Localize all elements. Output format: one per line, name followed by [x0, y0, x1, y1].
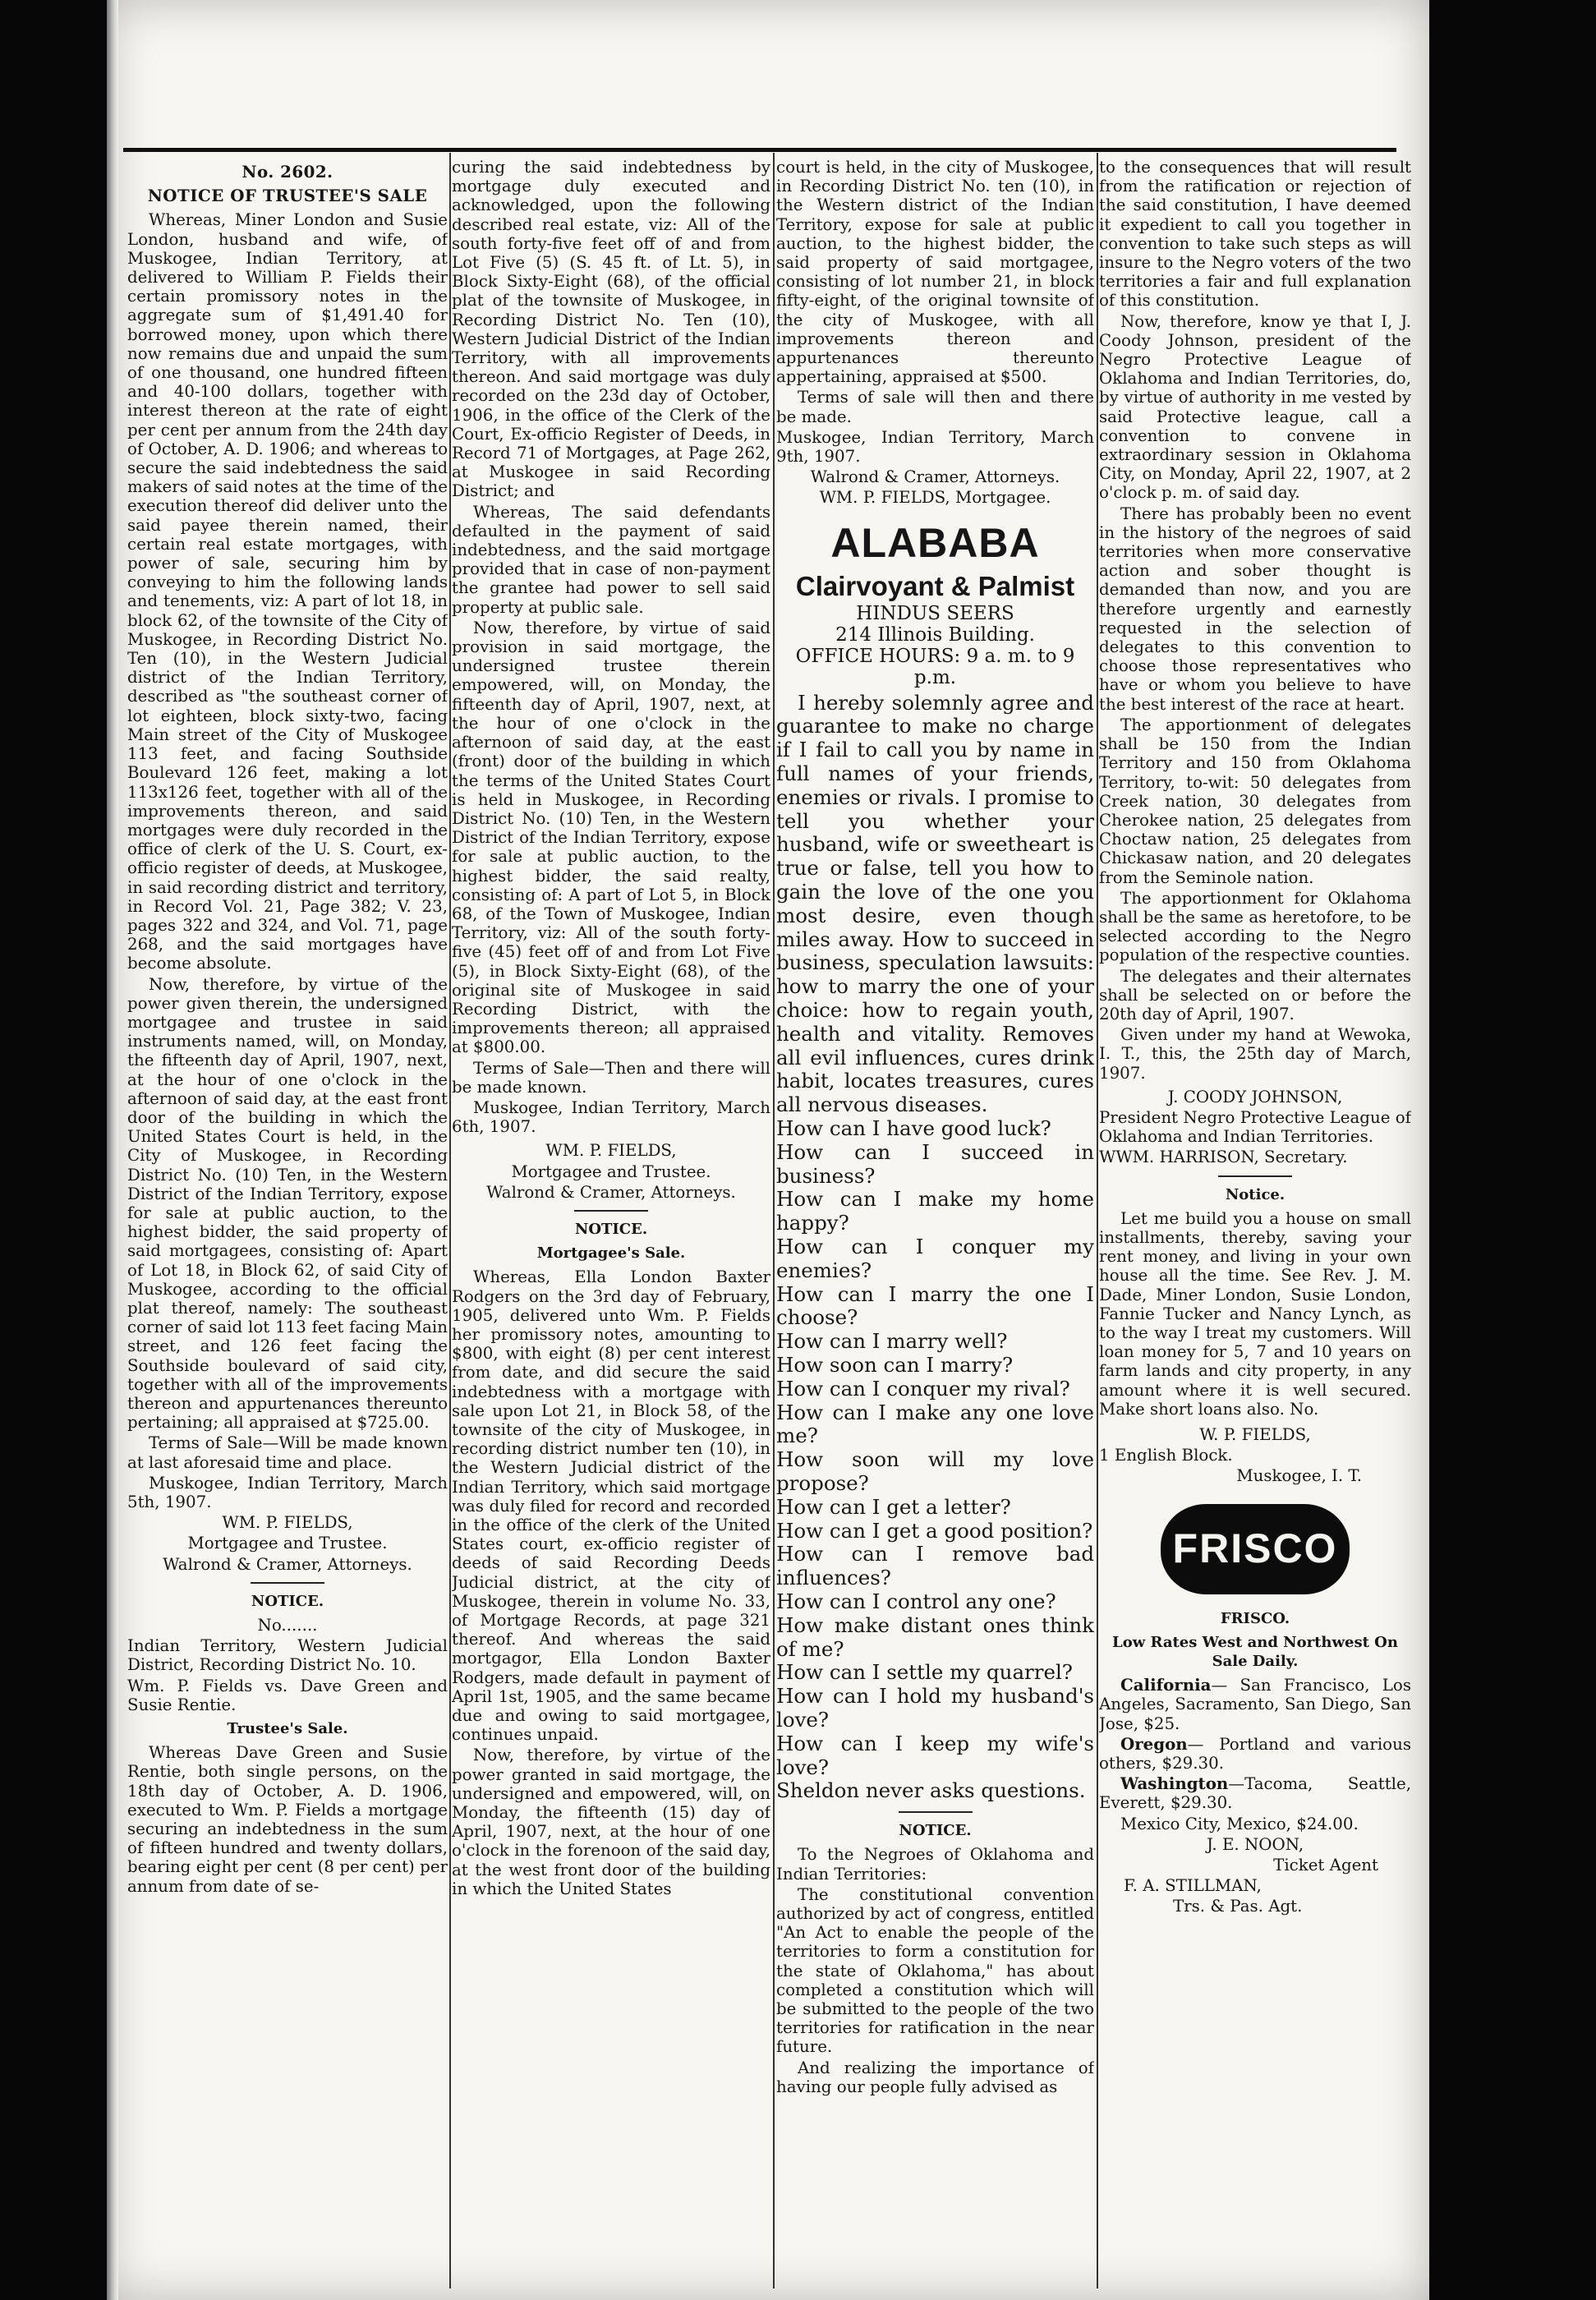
paragraph: Now, therefore, by virtue of said provision in said mortgage, the undersigned trustee therein empowered, will, on Monday, the fifteenth day of April, 1907, next, at the hour of one o'clock in the afternoon of said day, at the east (front) door of the building in which the terms of the United States Court is held in Muskogee, in Recording District No. (10) Ten, in the Western District of the Indian Territory, expose for sale at public auction, to the highest bidder, the said realty, consisting of: A part of Lot 5, in Block 68, of the Town of Muskogee, Indian Territory, viz: All of the south forty-five (45) feet off of and from Lot Five (5), in Block Sixty-Eight (68), of the original site of Muskogee in said Recording District, with the improvements thereon; all appraised at $800.00. — [452, 618, 770, 1057]
ad-question: How can I conquer my rival? — [776, 1376, 1070, 1401]
ad-question: How can I keep my wife's love? — [776, 1731, 1094, 1779]
column-4 — [1099, 158, 1411, 2285]
section-rule — [899, 1811, 973, 1813]
ad-subtitle: Clairvoyant & Palmist — [795, 570, 1075, 601]
ad-question: How can I make my home happy? — [776, 1187, 1094, 1235]
notice-heading: Notice. — [1225, 1185, 1286, 1203]
paragraph: Muskogee, Indian Territory, March 6th, 1907. — [452, 1097, 770, 1137]
column-divider-2 — [773, 153, 775, 2288]
rate-text: — San Francisco, Los Angeles, Sacramento, San Diego, San Jose, $25. — [1099, 1676, 1411, 1733]
paragraph: Whereas, The said defendants defaulted in the payment of said indebtedness, and the said mortgage provided that in case of non-payment the grantee had power to sell said property at public sale. — [452, 502, 770, 617]
ad-question: How can I control any one? — [776, 1589, 1056, 1613]
notice-heading: NOTICE. — [251, 1592, 324, 1610]
ad-question: How can I marry well? — [776, 1329, 1008, 1354]
paragraph: Given under my hand at Wewoka, I. T., this, the 25th day of March, 1907. — [1099, 1025, 1411, 1083]
agent-title: Trs. & Pas. Agt. — [1173, 1897, 1303, 1916]
paragraph: The delegates and their alternates shall be selected on or before the 20th day of April, 1907. — [1099, 966, 1411, 1024]
agent-title: Ticket Agent — [1273, 1856, 1378, 1875]
subheading: Mortgagee's Sale. — [536, 1244, 686, 1263]
ad-title: ALABABA — [830, 519, 1040, 566]
ad-question: How make distant ones think of me? — [776, 1612, 1094, 1661]
paragraph: to the consequences that will result from the ratification or rejection of the said constitution, I have deemed it expedient to call you together in convention to take such steps as will insure to the Negro voters of the two territories a fair and full explanation of this constitution. — [1099, 158, 1411, 310]
paragraph: The apportionment of delegates shall be 150 from the Indian Territory and 150 from Oklahoma Territory, to-wit: 50 delegates from Creek nation, 30 delegates from Cherokee nation, 25 delegates from Choctaw nation, 25 delegates from Chickasaw nation, and 20 delegates from the Seminole nation. — [1099, 715, 1411, 887]
paragraph: Whereas Dave Green and Susie Rentie, both single persons, on the 18th day of October, A. D. 1906, executed to Wm. P. Fields a mortgage securing an indebtedness in the sum of fifteen hundred and twenty dollars, bearing eight per cent (8 per cent) per annum from date of se- — [127, 1743, 448, 1896]
column-divider-3 — [1097, 153, 1098, 2288]
frisco-logo — [1161, 1504, 1350, 1594]
paragraph: Terms of sale will then and there be made. — [776, 388, 1094, 426]
frisco-heading: FRISCO. — [1220, 1609, 1290, 1627]
ad-question: How can I get a letter? — [776, 1494, 1011, 1519]
rate-line: Mexico City, Mexico, $24.00. — [1120, 1814, 1359, 1833]
rate-label: Washington — [1120, 1773, 1229, 1794]
paragraph: Now, therefore, by virtue of the power granted in said mortgage, the undersigned and empowered, will, on Monday, the fifteenth (15) day of April, 1907, next, at the hour of one o'clock in the forenoon of the said day, at the west front door of the building in which the United States — [452, 1746, 770, 1898]
notice-heading: NOTICE. — [574, 1220, 648, 1238]
column-3 — [776, 158, 1094, 2285]
paragraph: The constitutional convention authorized by act of congress, entitled "An Act to enable the people of the territories to form a constitution for the state of Oklahoma," has about completed a constitution which will be submitted to the people of the two territories for ratification in the near future. — [776, 1884, 1094, 2057]
rate-label: Oregon — [1120, 1733, 1188, 1754]
address: Muskogee, I. T. — [1236, 1466, 1362, 1486]
signature: J. COODY JOHNSON, — [1167, 1087, 1343, 1106]
signature: WM. P. FIELDS, — [545, 1141, 677, 1161]
signature: Walrond & Cramer, Attorneys. — [486, 1182, 736, 1202]
paragraph: Terms of Sale—Then and there will be made known. — [452, 1058, 770, 1097]
paragraph: And realizing the importance of having our people fully advised as — [776, 2058, 1094, 2096]
section-rule — [1218, 1175, 1292, 1177]
paragraph: court is held, in the city of Muskogee, in Recording District No. ten (10), in the Western district of the Indian Territory, expose for sale at public auction, to the highest bidder, the said property of said mortgagee, consisting of lot number 21, in block fifty-eight, of the original townsite of the city of Muskogee, with all improvements thereon and appurtenances thereunto appertaining, appraised at $500. — [776, 158, 1094, 387]
ad-line: HINDUS SEERS — [856, 602, 1014, 624]
frisco-logo-text: FRISCO — [1172, 1525, 1338, 1571]
rate-line — [1099, 1735, 1411, 1773]
ad-question: How can I settle my quarrel? — [776, 1660, 1073, 1685]
paragraph: curing the said indebtedness by mortgage duly executed and acknowledged, upon the following described real estate, viz: All of the south forty-five feet off of and from Lot Five (5) (S. 45 ft. of Lt. 5), in Block Sixty-Eight (68), of the official plat of the townsite of Muskogee, in Recording District No. Ten (10), Western Judicial District of the Indian Territory, with all improvements thereon. And said mortgage was duly recorded on the 23d day of October, 1906, in the office of the Clerk of the Court, Ex-officio Register of Deeds, in Record 71 of Mortgages, at Page 262, at Muskogee in said Recording District; and — [452, 158, 770, 501]
paragraph: Muskogee, Indian Territory, March 5th, 1907. — [127, 1473, 448, 1512]
address: 1 English Block. — [1099, 1446, 1233, 1465]
case-title: Wm. P. Fields vs. Dave Green and Susie Rentie. — [127, 1676, 448, 1714]
column-2 — [452, 158, 770, 2285]
signature: WWM. HARRISON, Secretary. — [1099, 1148, 1348, 1167]
paragraph: Muskogee, Indian Territory, March 9th, 1907. — [776, 427, 1094, 467]
case-number: No....... — [257, 1616, 318, 1635]
rate-text: —Tacoma, Seattle, Everett, $29.30. — [1099, 1774, 1411, 1813]
ad-question: How can I make any one love me? — [776, 1400, 1094, 1448]
ad-address: 214 Illinois Building. — [835, 623, 1035, 646]
signature-title: President Negro Protective League of Oklahoma and Indian Territories. — [1099, 1107, 1411, 1147]
paragraph: Now, therefore, know ye that I, J. Coody Johnson, president of the Negro Protective League of Oklahoma and Indian Territories, do, by virtue of authority in me vested by said Protective league, call a convention to convene in extraordinary session in Oklahoma City, on Monday, April 22, 1907, at 2 o'clock p. m. of said day. — [1099, 311, 1411, 503]
ad-body — [776, 692, 1094, 1803]
rate-line — [1099, 1774, 1411, 1812]
ad-question: How can I succeed in business? — [776, 1139, 1094, 1188]
salutation: To the Negroes of Oklahoma and Indian Territories: — [776, 1845, 1094, 1884]
ad-question: How soon can I marry? — [776, 1352, 1014, 1377]
paragraph: Let me build you a house on small installments, thereby, saving your rent money, and living in your own house all the time. See Rev. J. M. Dade, Miner London, Susie London, Fannie Tucker and Nancy Lynch, as to the way I treat my customers. Will loan money for 5, 7 and 10 years on farm lands and city property, in any amount where it is well secured. Make short loans also. No. — [1099, 1208, 1411, 1419]
ad-hours: OFFICE HOURS: 9 a. m. to 9 p.m. — [795, 645, 1075, 688]
column-divider-1 — [449, 153, 451, 2288]
rate-line — [1099, 1676, 1411, 1733]
court-line: Indian Territory, Western Judicial District, Recording District No. 10. — [127, 1636, 448, 1675]
rate-text: — Portland and various others, $29.30. — [1099, 1734, 1411, 1773]
notice-number: No. 2602. — [241, 162, 333, 182]
signature: W. P. FIELDS, — [1199, 1425, 1311, 1444]
ad-question: How can I conquer my enemies? — [776, 1234, 1094, 1282]
header-rule — [123, 148, 1396, 152]
paragraph: There has probably been no event in the history of the negroes of said territories when more conservative action and sober thought is demanded than now, and you are therefore urgently and earnestly requested in the selection of delegates to this convention to choose those representatives who have or whom you believe to have the best interest of the race at heart. — [1099, 504, 1411, 714]
signature: WM. P. FIELDS, — [222, 1513, 353, 1533]
paragraph: Now, therefore, by virtue of the power given therein, the undersigned mortgagee and trustee in said instruments named, will, on Monday, the fifteenth day of April, 1907, next, at the hour of one o'clock in the afternoon of said day, at the east front door of the building in which the United States Court is held, in the City of Muskogee, in Recording District No. (10) Ten, in the Western District of the Indian Territory, expose for sale at public auction, to the highest bidder, the said property of said mortgagees, consisting of: Apart of Lot 18, in Block 62, of said City of Muskogee, according to the official plat thereof, namely: The southeast corner of said lot 113 feet facing Main street, and 126 feet facing the Southside boulevard of said city, together with all of the improvements thereon and appurtenances thereunto pertaining; all appraised at $725.00. — [127, 974, 448, 1433]
ad-question: How can I have good luck? — [776, 1116, 1051, 1140]
signature: Mortgagee and Trustee. — [511, 1162, 711, 1181]
column-1 — [127, 158, 448, 2285]
subheading: Trustee's Sale. — [227, 1720, 348, 1738]
signature: Mortgagee and Trustee. — [187, 1534, 388, 1553]
paragraph: Whereas, Miner London and Susie London, husband and wife, of Muskogee, Indian Territory, at delivered to William P. Fields their certain promissory notes in the aggregate sum of $1,491.40 for borrowed money, upon which there now remains due and unpaid the sum of one thousand, one hundred fifteen and 40-100 dollars, together with interest thereon at the rate of eight per cent per annum from the 24th day of October, A. D. 1906; and whereas to secure the said indebtedness the said makers of said notes at the time of the execution thereof did deliver unto the said payee therein named, their certain real estate mortgages, with power of sale, securing him by conveying to him the following lands and tenements, viz: A part of lot 18, in block 62, of the townsite of the City of Muskogee, in Recording District No. Ten (10), in the Western Judicial district of the Indian Territory, described as "the southeast corner of lot eighteen, block sixty-two, facing Main street of the City of Muskogee 113 feet, and facing Southside Boulevard 126 feet, making a lot 113x126 feet, together with all of the improvements thereon, and said mortgages were duly recorded in the office of clerk of the U. S. Court, ex-officio register of deeds, at Muskogee, in said recording district and territory, in Record Vol. 21, Page 382; V. 23, pages 322 and 324, and Vol. 71, page 268, and the said mortgages have become absolute. — [127, 210, 448, 973]
ad-closing: Sheldon never asks questions. — [776, 1778, 1086, 1803]
agent-name: J. E. NOON, — [1206, 1834, 1304, 1854]
section-rule — [574, 1210, 648, 1212]
ad-question: How can I marry the one I choose? — [776, 1281, 1094, 1330]
signature: WM. P. FIELDS, Mortgagee. — [819, 488, 1051, 508]
ad-question: How soon will my love propose? — [776, 1447, 1094, 1495]
notice-title: NOTICE OF TRUSTEE'S SALE — [147, 186, 428, 206]
ad-question: How can I remove bad influences? — [776, 1542, 1094, 1590]
rate-label: California — [1120, 1675, 1212, 1695]
signature: Walrond & Cramer, Attorneys. — [163, 1554, 412, 1574]
signature: Walrond & Cramer, Attorneys. — [810, 467, 1060, 487]
paragraph: Terms of Sale—Will be made known at last aforesaid time and place. — [127, 1433, 448, 1472]
ad-question: How can I hold my husband's love? — [776, 1684, 1094, 1732]
agent-name: F. A. STILLMAN, — [1124, 1876, 1262, 1896]
paragraph: The apportionment for Oklahoma shall be the same as heretofore, to be selected according to the Negro population of the respective counties. — [1099, 888, 1411, 965]
paragraph: Whereas, Ella London Baxter Rodgers on the 3rd day of February, 1905, delivered unto Wm. P. Fields her promissory notes, amounting to $800, with eight (8) per cent interest from date, and did secure the said indebtedness with a mortgage with sale upon Lot 21, in Block 58, of the townsite of the city of Muskogee, in recording district number ten (10), in the Western Judicial district of the Indian Territory, which said mortgage was duly filed for record and recorded in the office of the clerk of the United States court, ex-officio register of deeds of said Recording Deeds Judicial district, at the city of Muskogee, therein in volume No. 33, of Mortgage Records, at page 321 thereof. And whereas the said mortgagor, Ella London Baxter Rodgers, made default in payment of April 1st, 1905, and the same became due and owing to said mortgagee, continues unpaid. — [452, 1267, 770, 1745]
notice-heading: NOTICE. — [899, 1822, 972, 1840]
section-rule — [251, 1582, 324, 1584]
ad-question: How can I get a good position? — [776, 1518, 1093, 1543]
ad-paragraph: I hereby solemnly agree and guarantee to make no charge if I fail to call you by name in full names of your friends, enemies or rivals. I promise to tell you whether your husband, wife or sweetheart is true or false, tell you how to gain the love of the one you most desire, even though miles away. How to succeed in business, speculation lawsuits: how to marry the one of your choice: how to regain youth, health and vitality. Removes all evil influences, cures drink habit, locates treasures, cures all nervous diseases. — [776, 690, 1094, 1117]
page-fold-shadow — [107, 0, 118, 2300]
frisco-subheading: Low Rates West and Northwest On Sale Daily. — [1112, 1633, 1398, 1671]
